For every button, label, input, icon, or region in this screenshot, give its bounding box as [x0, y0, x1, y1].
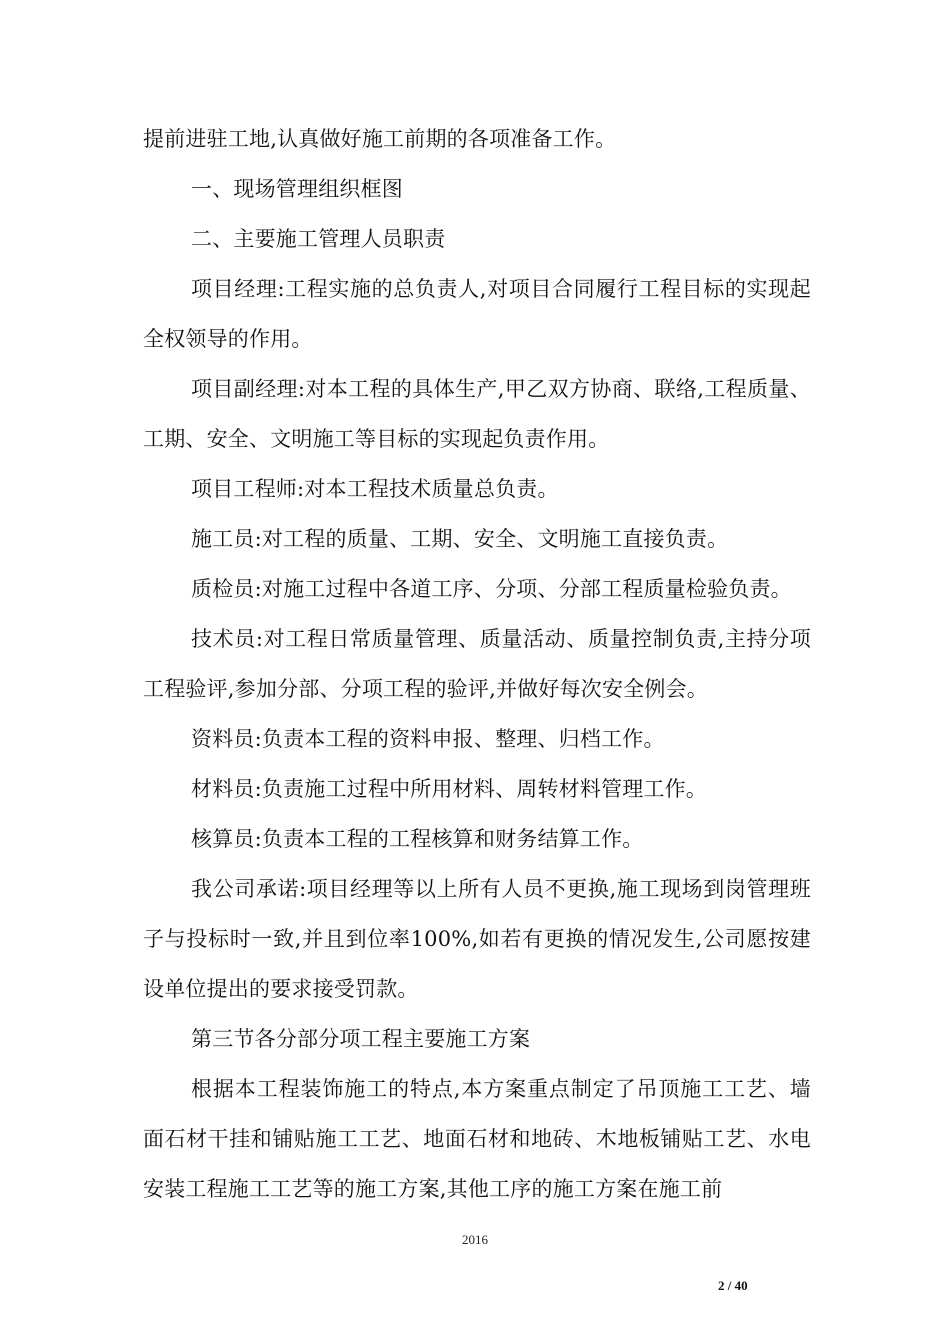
paragraph-accountant: 核算员:负责本工程的工程核算和财务结算工作。	[191, 827, 644, 851]
paragraph-document-clerk: 资料员:负责本工程的资料申报、整理、归档工作。	[191, 727, 665, 751]
paragraph-construction-worker: 施工员:对工程的质量、工期、安全、文明施工直接负责。	[191, 527, 729, 551]
page-number: 2 / 40	[718, 1278, 748, 1293]
paragraph-company-commitment: 我公司承诺:项目经理等以上所有人员不更换,施工现场到岗管理班子与投标时一致,并且到位率100%,如若有更换的情况发生,公司愿按建设单位提出的要求接受罚款。	[143, 877, 811, 1001]
paragraph-technician: 技术员:对工程日常质量管理、质量活动、质量控制负责,主持分项工程验评,参加分部、分项工程的验评,并做好每次安全例会。	[143, 627, 811, 701]
section-heading-org-chart: 一、现场管理组织框图	[191, 177, 403, 201]
footer-year: 2016	[462, 1232, 488, 1247]
section-heading-third-section: 第三节各分部分项工程主要施工方案	[191, 1027, 531, 1051]
paragraph-quality-inspector: 质检员:对施工过程中各道工序、分项、分部工程质量检验负责。	[191, 577, 792, 601]
paragraph-deputy-manager: 项目副经理:对本工程的具体生产,甲乙双方协商、联络,工程质量、工期、安全、文明施工等目标的实现起负责作用。	[143, 377, 811, 451]
paragraph-materials-clerk: 材料员:负责施工过程中所用材料、周转材料管理工作。	[191, 777, 708, 801]
paragraph-project-manager: 项目经理:工程实施的总负责人,对项目合同履行工程目标的实现起全权领导的作用。	[143, 277, 811, 351]
paragraph-project-engineer: 项目工程师:对本工程技术质量总负责。	[191, 477, 559, 501]
paragraph-intro: 提前进驻工地,认真做好施工前期的各项准备工作。	[143, 127, 617, 151]
paragraph-construction-plan: 根据本工程装饰施工的特点,本方案重点制定了吊顶施工工艺、墙面石材干挂和铺贴施工工艺、地面石材和地砖、木地板铺贴工艺、水电安装工程施工工艺等的施工方案,其他工序的施工方案在施工前	[143, 1077, 811, 1201]
document-body	[143, 114, 811, 1214]
section-heading-duties: 二、主要施工管理人员职责	[191, 227, 446, 251]
